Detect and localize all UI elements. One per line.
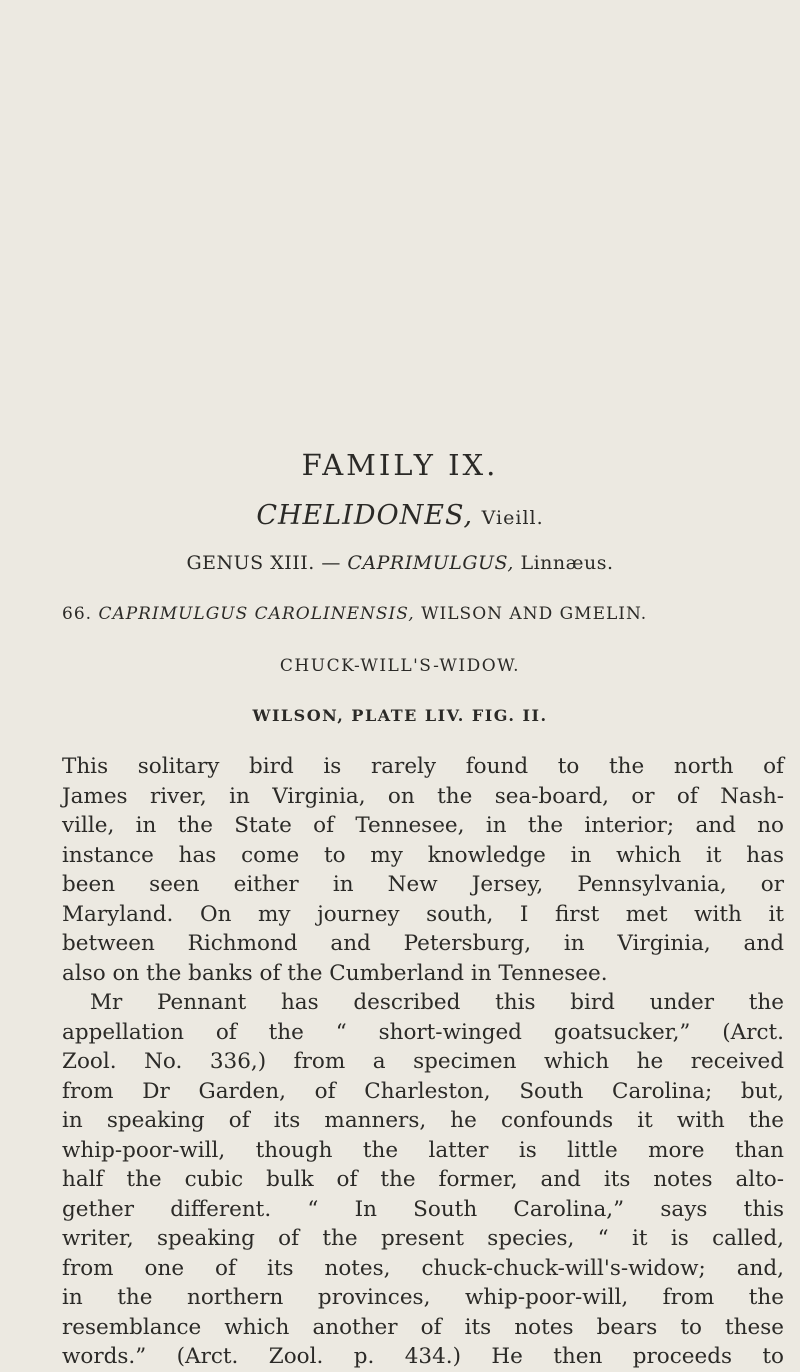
body-line: also on the banks of the Cumberland in Tennesee. <box>62 960 608 986</box>
body-line: from one of its notes, chuck-chuck-will's-widow; and, <box>62 1255 784 1281</box>
body-line: half the cubic bulk of the former, and its notes alto- <box>62 1167 784 1192</box>
common-name-heading: CHUCK-WILL'S-WIDOW. <box>279 656 521 676</box>
body-line: between Richmond and Petersburg, in Virginia, and <box>62 931 784 956</box>
body-line: Maryland. On my journey south, I first met with it <box>62 901 784 927</box>
body-line: words.” (Arct. Zool. p. 434.) He then proceeds to <box>62 1344 784 1369</box>
species-number: 66. <box>62 604 99 624</box>
body-line: instance has come to my knowledge in which it has <box>62 842 784 868</box>
genus-name: CAPRIMULGUS, <box>347 552 514 574</box>
plate-reference: WILSON, PLATE LIV. FIG. II. <box>252 706 548 725</box>
family-heading: FAMILY IX. <box>301 448 499 482</box>
suborder-name: CHELIDONES, <box>256 500 474 531</box>
suborder-heading <box>0 500 800 531</box>
body-line: resemblance which another of its notes bears to these <box>62 1314 784 1340</box>
body-line: in the northern provinces, whip-poor-will, from the <box>62 1285 784 1310</box>
body-line: been seen either in New Jersey, Pennsylvania, or <box>62 872 784 897</box>
body-line: James river, in Virginia, on the sea-board, or of Nash- <box>62 783 784 809</box>
body-line: Mr Pennant has described this bird under the <box>90 990 784 1015</box>
body-line: ville, in the State of Tennesee, in the interior; and no <box>62 813 784 838</box>
body-line: from Dr Garden, of Charleston, South Carolina; but, <box>62 1078 784 1104</box>
body-text <box>62 752 784 1372</box>
species-heading <box>62 604 782 624</box>
body-line: gether different. “ In South Carolina,” says this <box>62 1196 784 1222</box>
genus-heading <box>0 552 800 574</box>
species-name: CAPRIMULGUS CAROLINENSIS, <box>98 604 415 624</box>
body-line: in speaking of its manners, he confounds it with the <box>62 1108 784 1133</box>
body-line: writer, speaking of the present species, “ it is called, <box>62 1226 784 1251</box>
body-line: This solitary bird is rarely found to the north of <box>62 754 784 779</box>
body-line: whip-poor-will, though the latter is little more than <box>62 1137 784 1163</box>
body-line: appellation of the “ short-winged goatsucker,” (Arct. <box>62 1019 784 1045</box>
genus-author: Linnæus. <box>513 552 614 574</box>
body-line: Zool. No. 336,) from a specimen which he received <box>62 1049 784 1074</box>
suborder-author: Vieill. <box>481 507 544 529</box>
genus-prefix: GENUS XIII. — <box>186 552 348 574</box>
species-authors: WILSON AND GMELIN. <box>414 604 648 624</box>
